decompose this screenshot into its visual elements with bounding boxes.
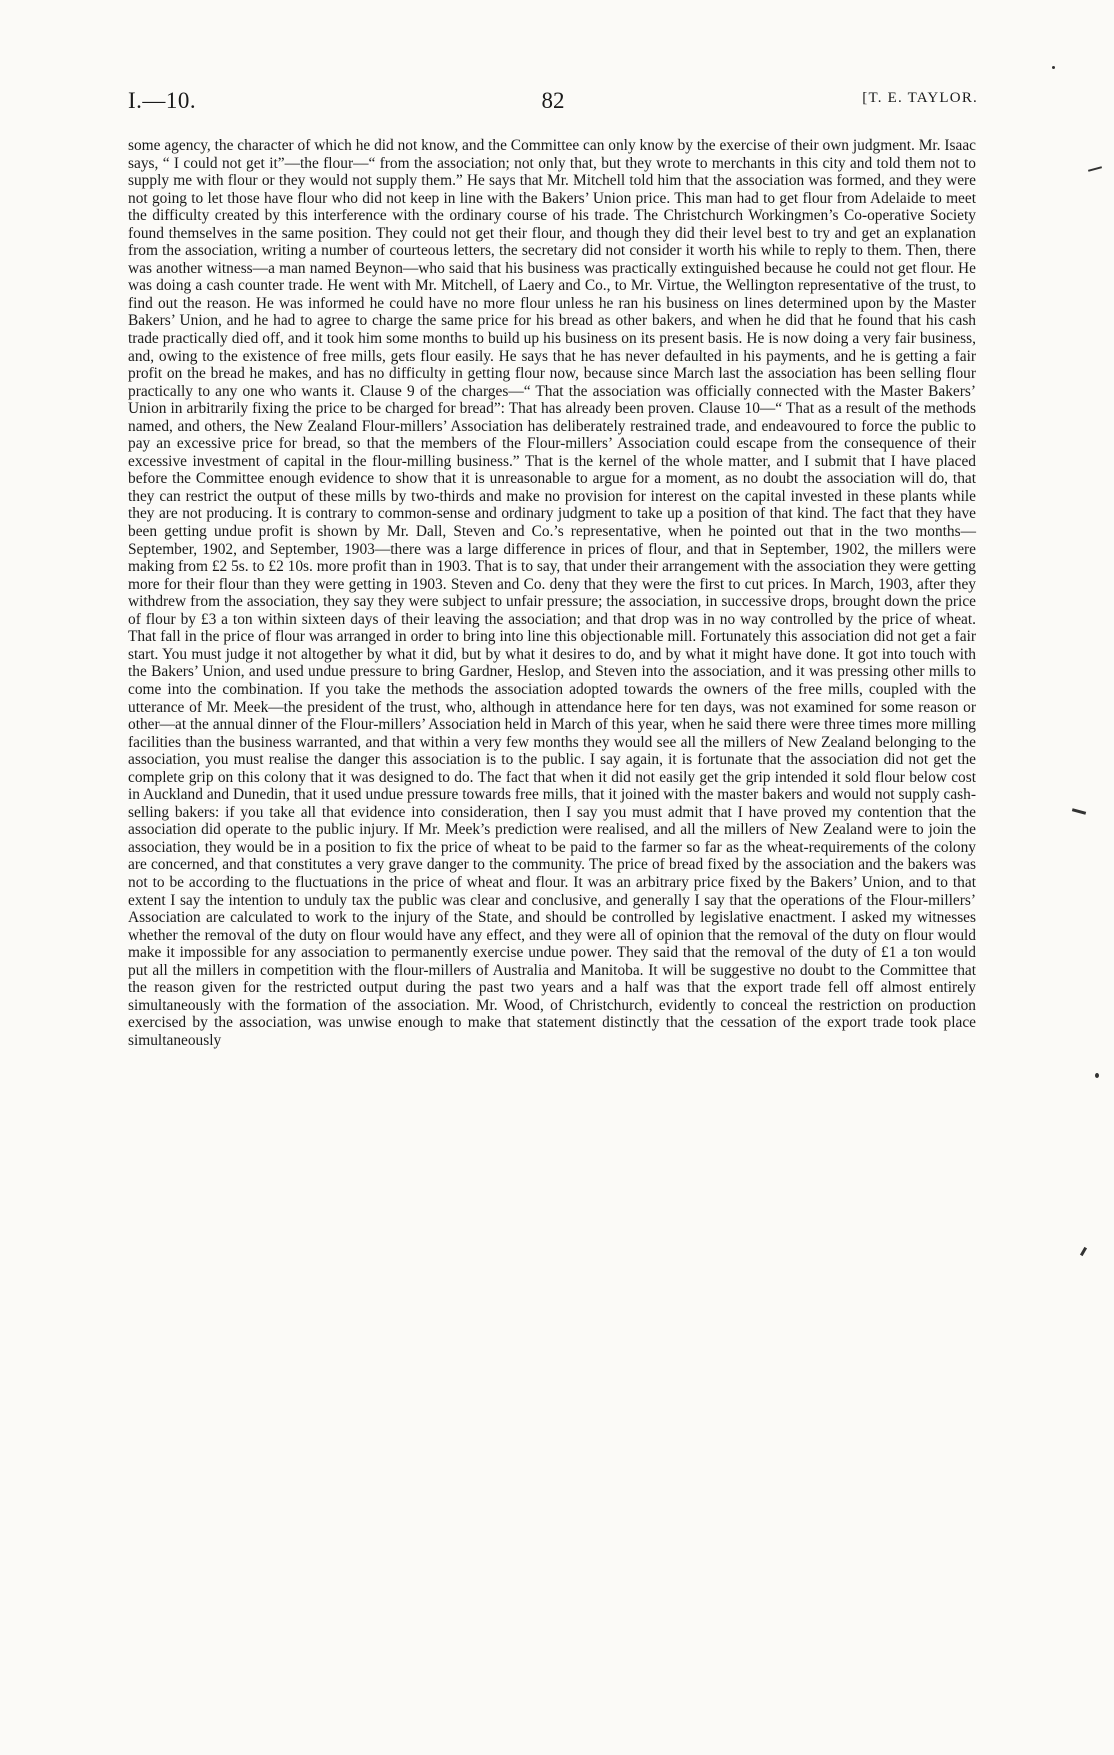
page-header (128, 88, 978, 118)
body-text (128, 137, 976, 1049)
scan-mark (1095, 1073, 1099, 1078)
body-paragraph: some agency, the character of which he did not know, and the Committee can only know by the exercise of their own judgment. Mr. Isaac says, “ I could not get it”—the flour—“ from the association; not only that, but they wrote to merchants in this city and told them not to supply me with flour or they would not supply them.” He says that Mr. Mitchell told him that the association was formed, and they were not going to let those have flour who did not keep in line with the Bakers’ Union price. This man had to get flour from Adelaide to meet the difficulty created by this interference with the ordinary course of his trade. The Christchurch Workingmen’s Co-operative Society found themselves in the same position. They could not get their flour, and though they did their level best to try and get an explanation from the association, writing a number of courteous letters, the secretary did not consider it worth his while to reply to them. Then, there was another witness—a man named Beynon—who said that his business was practically extinguished because he could not get flour. He was doing a cash counter trade. He went with Mr. Mitchell, of Laery and Co., to Mr. Virtue, the Wellington representative of the trust, to find out the reason. He was informed he could have no more flour unless he ran his business on lines determined upon by the Master Bakers’ Union, and he had to agree to charge the same price for his bread as other bakers, and when he did that he found that his cash trade practically died off, and it took him some months to build up his business on its present basis. He is now doing a very fair business, and, owing to the existence of free mills, gets flour easily. He says that he has never defaulted in his payments, and he is getting a fair profit on the bread he makes, and has no difficulty in getting flour now, because since March last the association has been selling flour practically to any one who wants it. Clause 9 of the charges—“ That the association was officially connected with the Master Bakers’ Union in arbitrarily fixing the price to be charged for bread”: That has already been proven. Clause 10—“ That as a result of the methods named, and others, the New Zealand Flour-millers’ Association has deliberately restrained trade, and endeavoured to force the public to pay an excessive price for bread, so that the members of the Flour-millers’ Association could escape from the consequence of their excessive investment of capital in the flour-milling business.” That is the kernel of the whole matter, and I submit that I have placed before the Committee enough evidence to show that it is unreasonable to argue for a moment, as no doubt the association will do, that they can restrict the output of these mills by two-thirds and make no provision for interest on the capital invested in these plants while they are not producing. It is contrary to common-sense and ordinary judgment to take up a position of that kind. The fact that they have been getting undue profit is shown by Mr. Dall, Steven and Co.’s representative, when he pointed out that in the two months—September, 1902, and September, 1903—there was a large difference in prices of flour, and that in September, 1902, the millers were making from £2 5s. to £2 10s. more profit than in 1903. That is to say, that under their arrangement with the association they were getting more for their flour than they were getting in 1903. Steven and Co. deny that they were the first to cut prices. In March, 1903, after they withdrew from the association, they say they were subject to unfair pressure; the association, in successive drops, brought down the price of flour by £3 a ton within sixteen days of their leaving the association; and that drop was in no way controlled by the price of wheat. That fall in the price of flour was arranged in order to bring into line this objectionable mill. Fortunately this association did not get a fair start. You must judge it not altogether by what it did, but by what it desires to do, and by what it might have done. It got into touch with the Bakers’ Union, and used undue pressure to bring Gardner, Heslop, and Steven into the association, and it was pressing other mills to come into the combination. If you take the methods the association adopted towards the owners of the free mills, coupled with the utterance of Mr. Meek—the president of the trust, who, although in attendance here for ten days, was not examined for some reason or other—at the annual dinner of the Flour-millers’ Association held in March of this year, when he said there were three times more milling facilities than the business warranted, and that within a very few months they would see all the millers of New Zealand belonging to the association, you must realise the danger this association is to the public. I say again, it is fortunate that the association did not get the complete grip on this colony that it was designed to do. The fact that when it did not easily get the grip intended it sold flour below cost in Auckland and Dunedin, that it used undue pressure towards free mills, that it joined with the master bakers and would not supply cash-selling bakers: if you take all that evidence into consideration, then I say you must admit that I have proved my contention that the association did operate to the public injury. If Mr. Meek’s prediction were realised, and all the millers of New Zealand were to join the association, they would be in a position to fix the price of wheat to be paid to the farmer so far as the wheat-requirements of the colony are concerned, and that constitutes a very grave danger to the community. The price of bread fixed by the association and the bakers was not to be according to the fluctuations in the price of wheat and flour. It was an arbitrary price fixed by the Bakers’ Union, and to that extent I say the intention to unduly tax the public was clear and conclusive, and generally I say that the operations of the Flour-millers’ Association are calculated to work to the injury of the State, and should be controlled by legislative enactment. I asked my witnesses whether the removal of the duty on flour would have any effect, and they were all of opinion that the removal of the duty on flour would make it impossible for any association to permanently exercise undue power. They said that the removal of the duty of £1 a ton would put all the millers in competition with the flour-millers of Australia and Manitoba. It will be suggestive no doubt to the Committee that the reason given for the restricted output during the past two years and a half was that the export trade fell off almost entirely simultaneously with the formation of the association. Mr. Wood, of Christchurch, evidently to conceal the restriction on production exercised by the association, was unwise enough to make that statement distinctly that the cessation of the export trade took place simultaneously (128, 137, 976, 1049)
scan-mark (1072, 808, 1086, 815)
paper-reference: I.—10. (128, 88, 197, 113)
page-number: 82 (541, 88, 565, 113)
scan-mark (1052, 66, 1055, 69)
speaker-name: [T. E. TAYLOR. (862, 90, 978, 106)
scan-mark (1080, 1247, 1087, 1256)
scan-mark (1088, 166, 1102, 172)
